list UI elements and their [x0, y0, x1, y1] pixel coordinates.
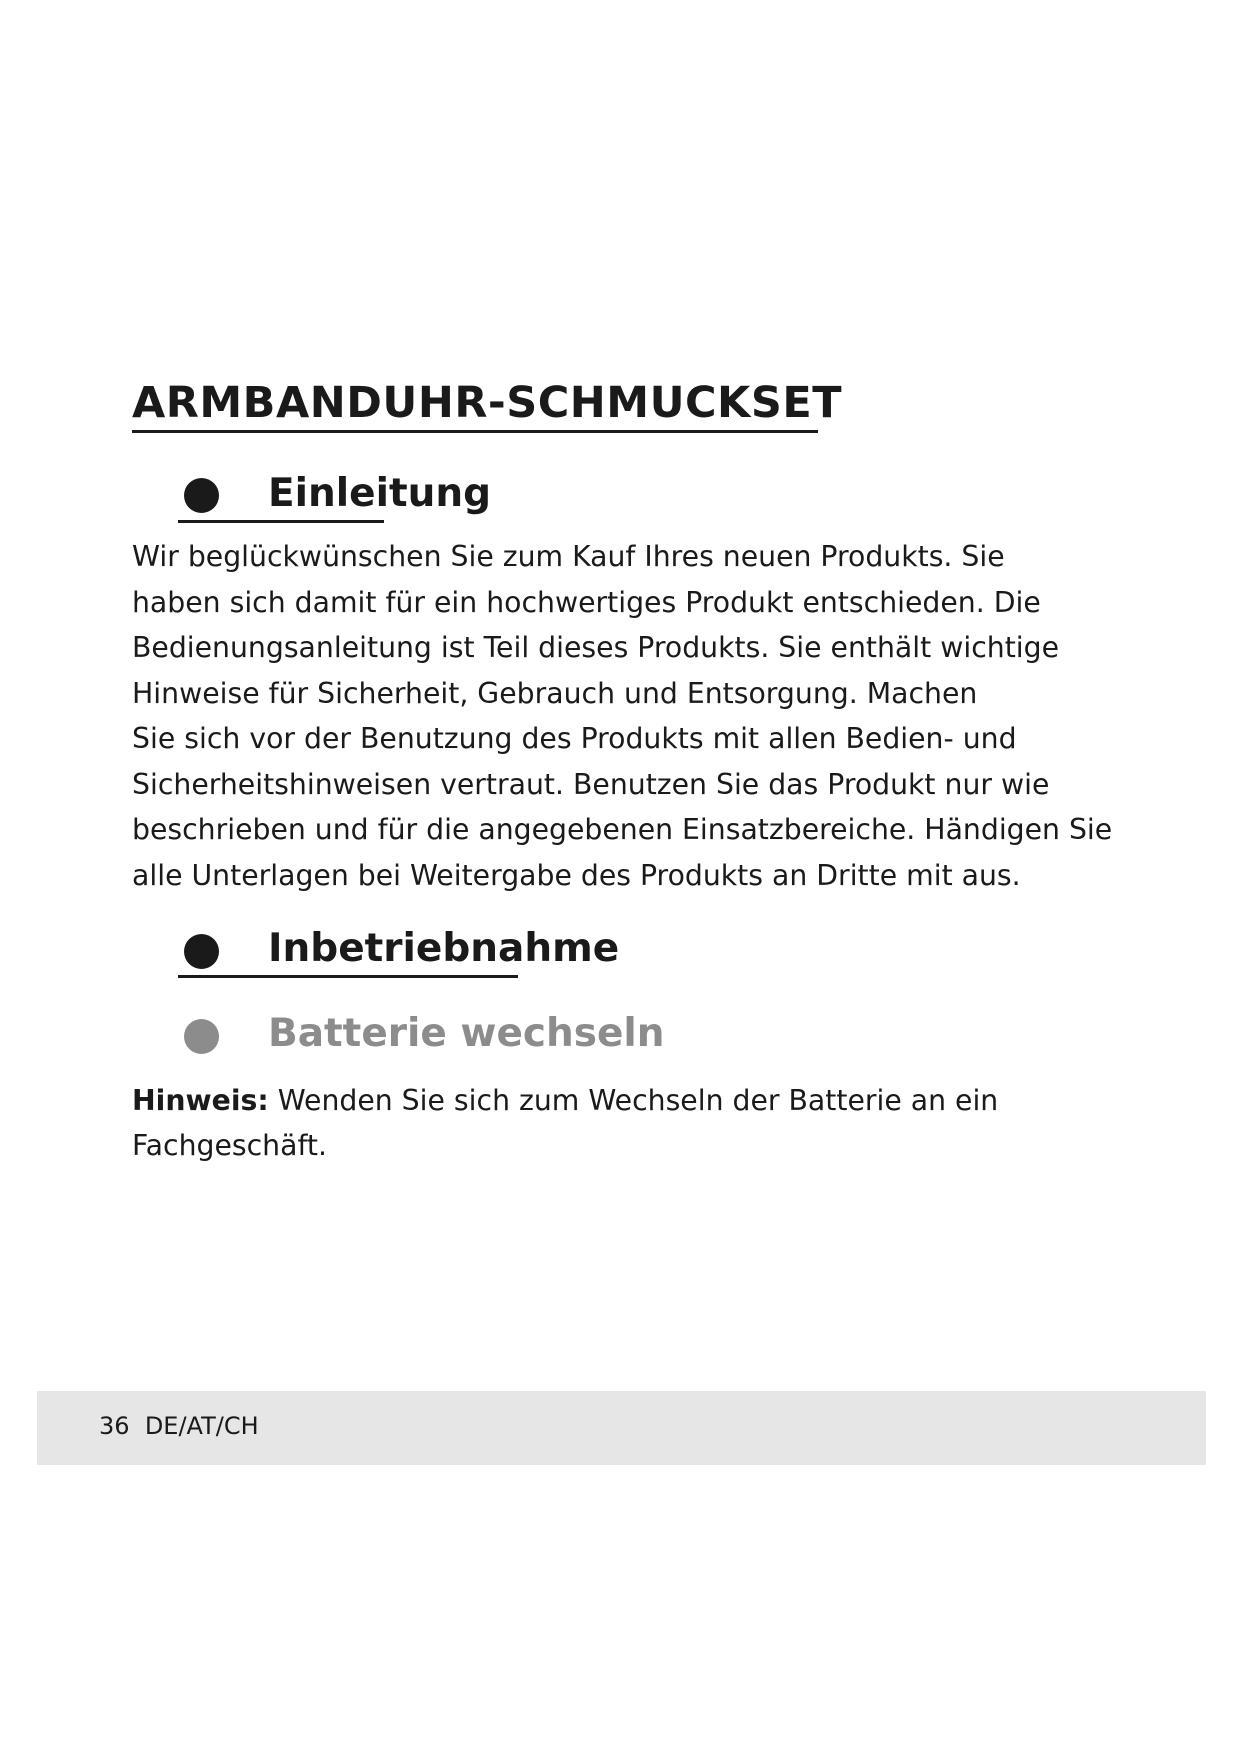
- heading-underline: [178, 520, 384, 523]
- page-number: 36: [99, 1412, 130, 1440]
- battery-note: [132, 1078, 1132, 1168]
- bullet-icon: [184, 1019, 219, 1054]
- paragraph-line: Hinweise für Sicherheit, Gebrauch und Entsorgung. Machen: [132, 676, 978, 710]
- bullet-icon: [184, 934, 219, 969]
- section-heading-einleitung: Einleitung: [268, 471, 492, 516]
- paragraph-line: haben sich damit für ein hochwertiges Produkt entschieden. Die: [132, 585, 1041, 619]
- section-heading-batterie-wechseln: Batterie wechseln: [268, 1011, 665, 1056]
- title-underline: [132, 430, 818, 433]
- note-label: Hinweis:: [132, 1084, 269, 1117]
- paragraph-line: Sicherheitshinweisen vertraut. Benutzen Sie das Produkt nur wie: [132, 767, 1050, 801]
- paragraph-line: beschrieben und für die angegebenen Einsatzbereiche. Händigen Sie: [132, 813, 1113, 846]
- footer-text: [99, 1411, 259, 1442]
- paragraph-line: Sie sich vor der Benutzung des Produkts mit allen Bedien- und: [132, 722, 1017, 755]
- paragraph-line: alle Unterlagen bei Weitergabe des Produkts an Dritte mit aus.: [132, 858, 1021, 892]
- heading-underline: [178, 975, 518, 978]
- note-text: Wenden Sie sich zum Wechseln der Batterie an ein: [268, 1084, 999, 1117]
- page-title: ARMBANDUHR-SCHMUCKSET: [132, 378, 843, 428]
- section-heading-inbetriebnahme: Inbetriebnahme: [268, 926, 620, 971]
- paragraph-line: Wir beglückwünschen Sie zum Kauf Ihres neuen Produkts. Sie: [132, 540, 1005, 573]
- page-footer: [37, 1391, 1206, 1465]
- bullet-icon: [184, 478, 219, 513]
- intro-paragraph: [132, 534, 1132, 898]
- note-line: [132, 1078, 1132, 1123]
- region-label: DE/AT/CH: [144, 1412, 259, 1440]
- paragraph-line: Bedienungsanleitung ist Teil dieses Produkts. Sie enthält wichtige: [132, 631, 1060, 664]
- note-text-continued: Fachgeschäft.: [132, 1129, 328, 1162]
